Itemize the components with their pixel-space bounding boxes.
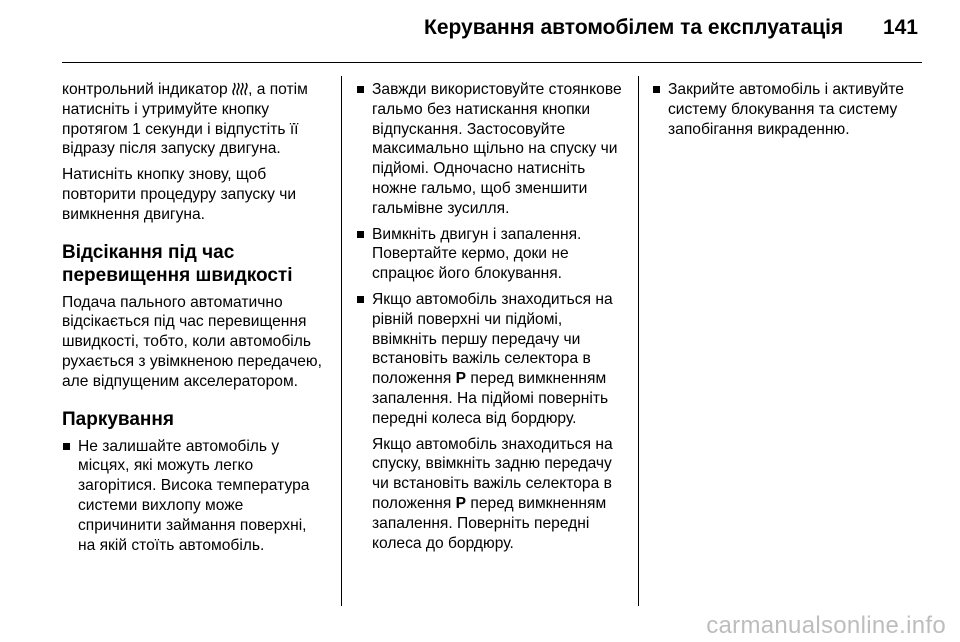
sub-text-before: Якщо автомобіль знаходиться на спуску, ввімкніть задню передачу чи встановіть важіль селектора в положення — [372, 435, 613, 512]
parking-list-end — [652, 80, 928, 139]
glow-plug-text-before: контрольний індикатор — [62, 81, 228, 98]
paragraph-fuel-cutoff: Подача пального автоматично відсікається під час перевищення швидкості, тобто, коли автомобіль рухається з увімкненою передачею, але відпущеним акселератором. — [62, 293, 322, 390]
list-item: Закрийте автомобіль і активуйте систему блокування та систему запобігання викраденню. — [652, 80, 928, 139]
heading-fuel-cutoff: Відсікання під час перевищення швидкості — [62, 241, 293, 286]
list-item: Завжди використовуйте стоянкове гальмо без натискання кнопки відпускання. Застосовуйте максимально щільно на спуску чи підйомі. Одночасно натисніть ножне гальмо, щоб зменшити гальмівне зусилля. — [356, 80, 628, 219]
page-number: 141 — [882, 16, 918, 39]
gear-p-label: P — [455, 370, 467, 388]
column-middle — [356, 80, 628, 559]
heading-parking: Паркування — [62, 408, 174, 430]
watermark: carmanualsonline.info — [706, 612, 946, 639]
header-rule — [62, 62, 922, 63]
parking-list-continued — [356, 80, 628, 553]
sub-paragraph-downhill — [372, 435, 628, 554]
gear-p-label: P — [455, 494, 467, 512]
bullet-text-after: перед вимкненням запалення. На підйомі поверніть передні колеса від бордюру. — [372, 370, 609, 427]
column-left — [62, 80, 328, 561]
paragraph-glow-plug — [62, 80, 328, 159]
paragraph-repeat: Натисніть кнопку знову, щоб повторити процедуру запуску чи вимкнення двигуна. — [62, 166, 297, 223]
column-divider — [638, 76, 639, 606]
bullet-text-before: Якщо автомобіль знаходиться на рівній поверхні чи підйомі, ввімкніть першу передачу чи встановіть важіль селектора в положення — [372, 290, 613, 388]
parking-list — [62, 437, 328, 556]
glow-plug-icon — [232, 82, 248, 96]
column-right — [652, 80, 928, 145]
list-item — [356, 290, 628, 553]
list-item: Вимкніть двигун і запалення. Повертайте кермо, доки не спрацює його блокування. — [356, 225, 628, 284]
column-divider — [341, 76, 342, 606]
header-title: Керування автомобілем та експлуатація — [424, 16, 844, 39]
glow-plug-text-after: , а потім натисніть і утримуйте кнопку протягом 1 секунди і відпустіть її відразу після запуску двигуна. — [62, 81, 308, 158]
list-item: Не залишайте автомобіль у місцях, які можуть легко загорітися. Висока температура системи вихлопу може спричинити займання поверхні, на якій стоїть автомобіль. — [62, 437, 328, 556]
sub-text-after: перед вимкненням запалення. Поверніть передні колеса до бордюру. — [372, 494, 607, 552]
